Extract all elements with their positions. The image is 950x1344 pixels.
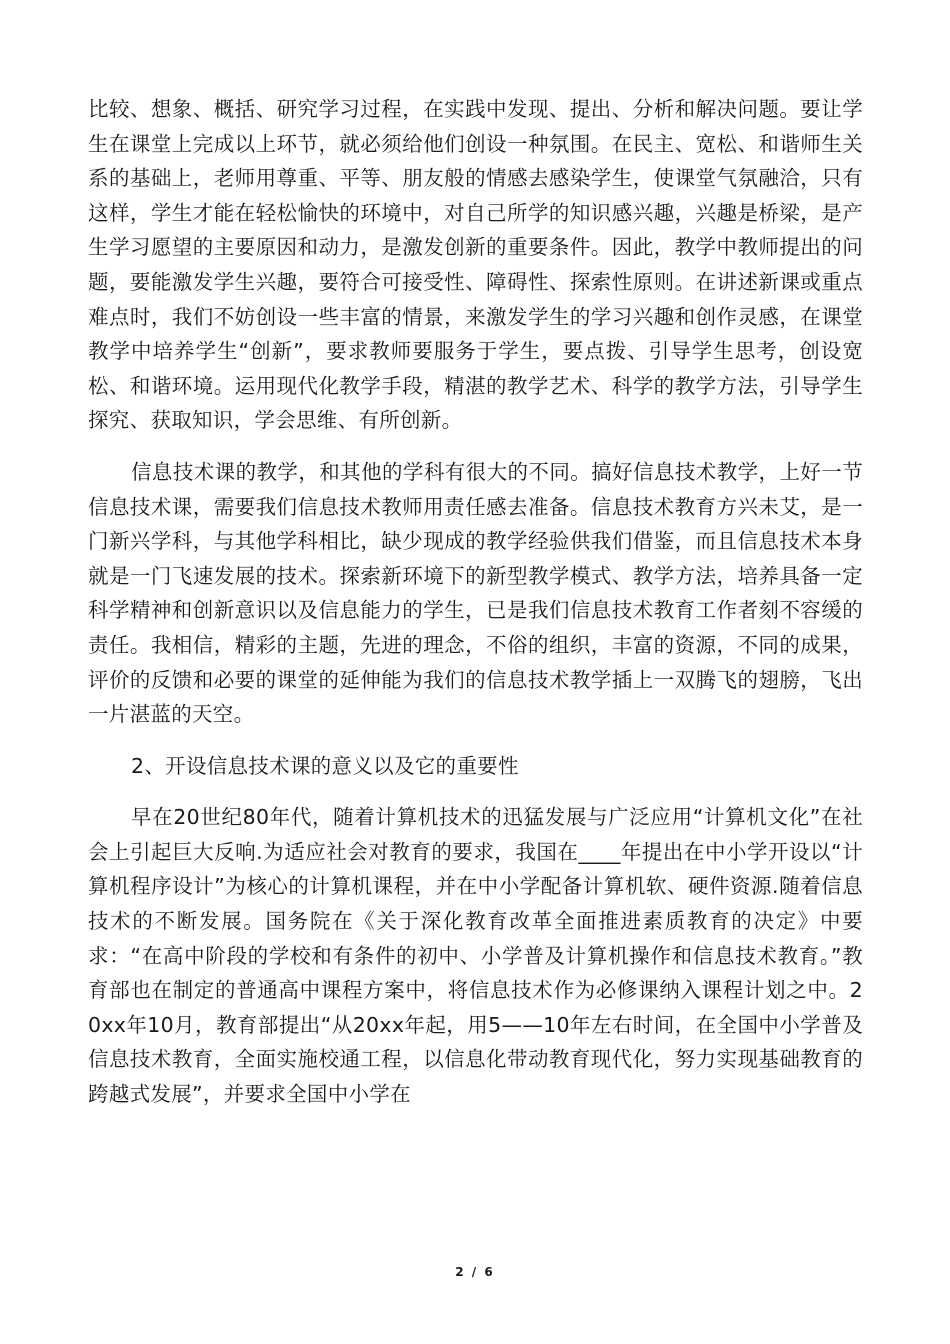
document-body <box>88 92 863 1112</box>
paragraph-1: 比较、想象、概括、研究学习过程，在实践中发现、提出、分析和解决问题。要让学生在课堂上完成以上环节，就必须给他们创设一种氛围。在民主、宽松、和谐师生关系的基础上，老师用尊重、平等、朋友般的情感去感染学生，使课堂气氛融洽，只有这样，学生才能在轻松愉快的环境中，对自己所学的知识感兴趣，兴趣是桥梁，是产生学习愿望的主要原因和动力，是激发创新的重要条件。因此，教学中教师提出的问题，要能激发学生兴趣，要符合可接受性、障碍性、探索性原则。在讲述新课或重点难点时，我们不妨创设一些丰富的情景，来激发学生的学习兴趣和创作灵感，在课堂教学中培养学生“创新”，要求教师要服务于学生，要点拨、引导学生思考，创设宽松、和谐环境。运用现代化教学手段，精湛的教学艺术、科学的教学方法，引导学生探究、获取知识，学会思维、有所创新。 <box>88 97 863 433</box>
paragraph-3: 早在20世纪80年代，随着计算机技术的迅猛发展与广泛应用“计算机文化”在社会上引起巨大反响.为适应社会对教育的要求，我国在____年提出在中小学开设以“计算机程序设计”为核心的计算机课程，并在中小学配备计算机软、硬件资源.随着信息技术的不断发展。国务院在《关于深化教育改革全面推进素质教育的决定》中要求：“在高中阶段的学校和有条件的初中、小学普及计算机操作和信息技术教育。”教育部也在制定的普通高中课程方案中，将信息技术作为必修课纳入课程计划之中。20xx年10月，教育部提出“从20xx年起，用5——10年左右时间，在全国中小学普及信息技术教育，全面实施校通工程，以信息化带动教育现代化，努力实现基础教育的跨越式发展”，并要求全国中小学在 <box>88 805 863 1107</box>
page-number: 2 / 6 <box>455 1265 495 1279</box>
paragraph-2: 信息技术课的教学，和其他的学科有很大的不同。搞好信息技术教学，上好一节信息技术课，需要我们信息技术教师用责任感去准备。信息技术教育方兴未艾，是一门新兴学科，与其他学科相比，缺少现成的教学经验供我们借鉴，而且信息技术本身就是一门飞速发展的技术。探索新环境下的新型教学模式、教学方法，培养具备一定科学精神和创新意识以及信息能力的学生，已是我们信息技术教育工作者刻不容缓的责任。我相信，精彩的主题，先进的理念，不俗的组织，丰富的资源，不同的成果，评价的反馈和必要的课堂的延伸能为我们的信息技术教学插上一双腾飞的翅膀，飞出一片湛蓝的天空。 <box>88 459 863 727</box>
section-heading: 2、开设信息技术课的意义以及它的重要性 <box>131 753 519 778</box>
